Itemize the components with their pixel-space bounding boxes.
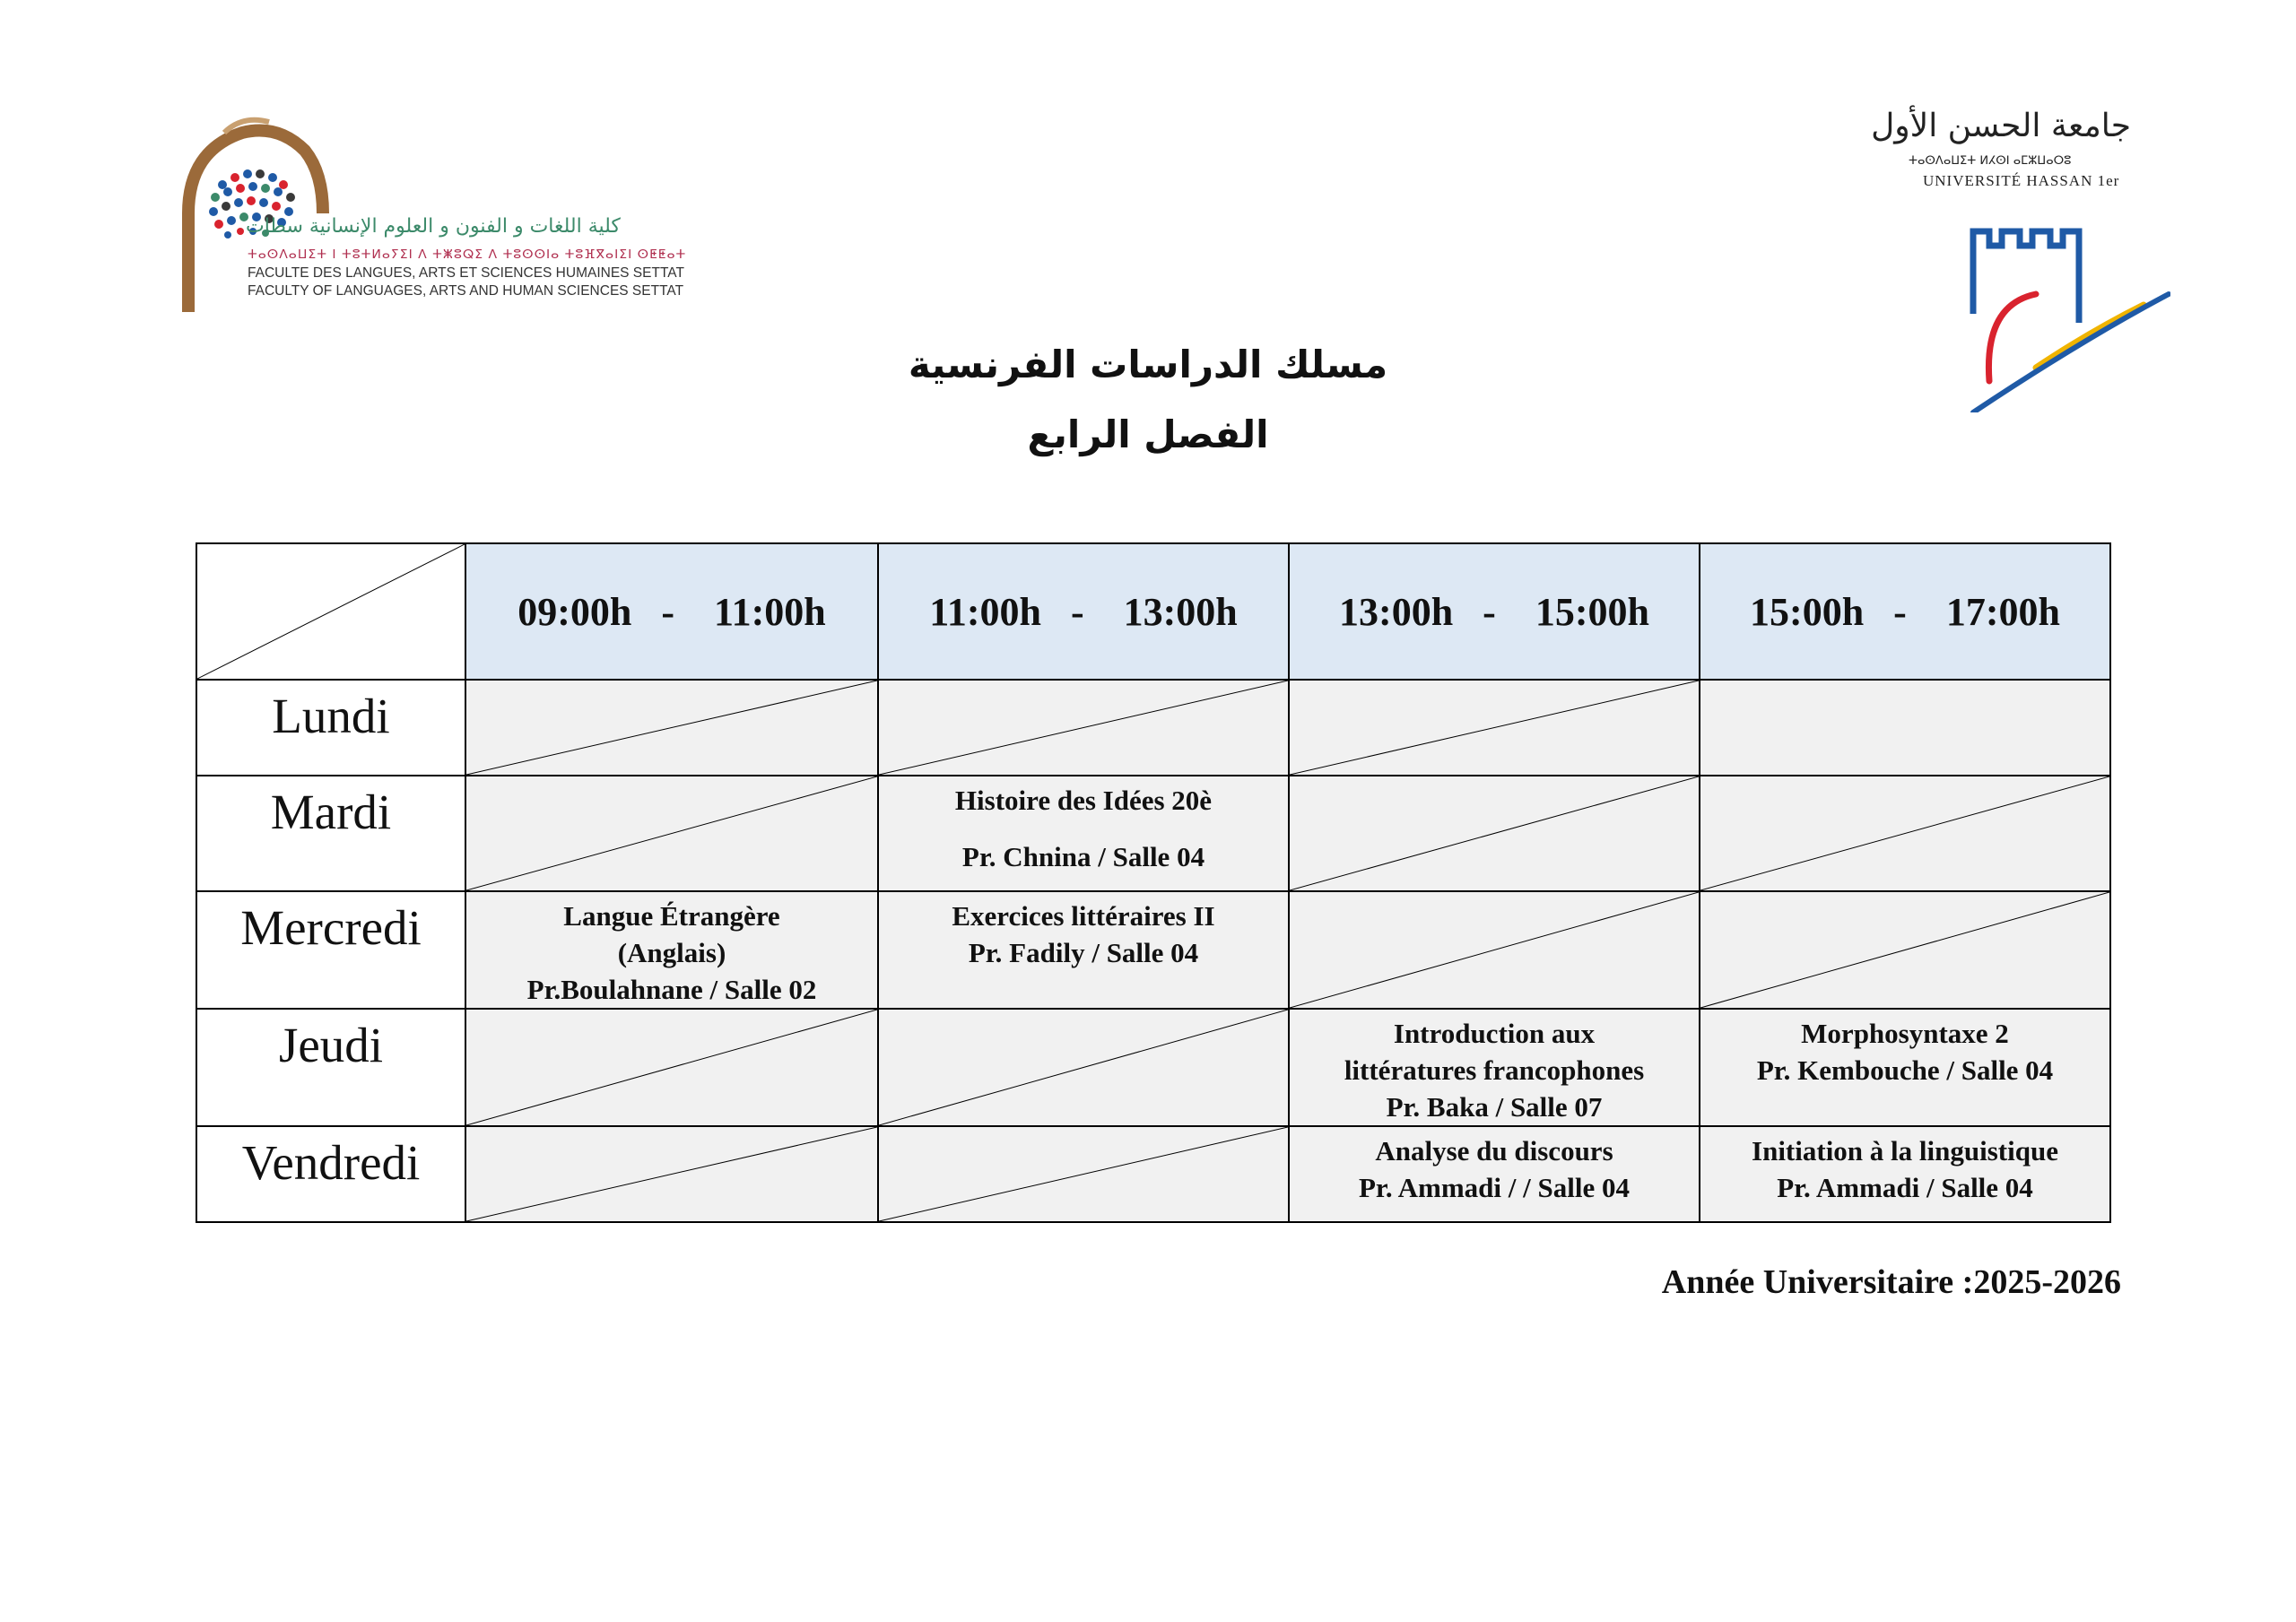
course-name: Langue Étrangère <box>563 900 780 932</box>
course-name: Histoire des Idées 20è <box>954 785 1213 816</box>
course-cell <box>1289 1009 1700 1126</box>
slot-sep: - <box>1483 589 1496 634</box>
course-name: Morphosyntaxe 2 <box>1801 1018 2009 1049</box>
diagonal-line <box>879 1127 1288 1221</box>
day-row-mercredi <box>196 891 2110 1009</box>
day-label: Mardi <box>196 776 465 891</box>
diagonal-line <box>466 1010 877 1125</box>
empty-slot <box>878 1126 1289 1222</box>
slot-end: 15:00h <box>1535 589 1649 634</box>
slot-sep: - <box>1893 589 1907 634</box>
course-cell <box>1700 1009 2110 1126</box>
empty-slot <box>465 1009 878 1126</box>
time-slot-header <box>465 543 878 680</box>
slot-start: 09:00h <box>517 589 632 634</box>
empty-slot <box>465 776 878 891</box>
course-detail: Pr. Ammadi / Salle 04 <box>1777 1172 2033 1203</box>
slot-end: 11:00h <box>714 589 826 634</box>
empty-slot <box>1289 776 1700 891</box>
course-detail: Pr. Chnina / Salle 04 <box>961 841 1205 872</box>
program-title: مسلك الدراسات الفرنسية <box>908 343 1388 386</box>
diagonal-line <box>1290 892 1699 1008</box>
empty-slot <box>1700 891 2110 1009</box>
diagonal-line <box>879 681 1288 775</box>
slot-sep: - <box>661 589 675 634</box>
course-name: Exercices littéraires II <box>952 900 1215 932</box>
diagonal-line <box>1290 776 1699 890</box>
day-label: Mercredi <box>196 891 465 1009</box>
diagonal-line <box>466 681 877 775</box>
course-detail: Pr. Kembouche / Salle 04 <box>1756 1054 2054 1086</box>
diagonal-line <box>879 1010 1288 1125</box>
slot-end: 13:00h <box>1123 589 1238 634</box>
faculty-english-name: FACULTY OF LANGUAGES, ARTS AND HUMAN SCIENCES SETTAT <box>248 283 684 299</box>
diagonal-line <box>197 544 465 679</box>
day-row-vendredi <box>196 1126 2110 1222</box>
day-label: Lundi <box>196 680 465 776</box>
course-name-2: (Anglais) <box>617 937 726 968</box>
course-detail: Pr. Fadily / Salle 04 <box>968 937 1199 968</box>
day-row-lundi <box>196 680 2110 776</box>
day-label: Vendredi <box>196 1126 465 1222</box>
academic-year: Année Universitaire :2025-2026 <box>1661 1263 2121 1301</box>
diagonal-line <box>466 776 877 890</box>
empty-slot <box>878 680 1289 776</box>
course-detail: Pr. Baka / Salle 07 <box>1386 1091 1603 1123</box>
time-slot-header <box>1700 543 2110 680</box>
course-name: Initiation à la linguistique <box>1752 1135 2058 1167</box>
day-row-jeudi <box>196 1009 2110 1126</box>
faculty-french-name: FACULTE DES LANGUES, ARTS ET SCIENCES HUMAINES SETTAT <box>248 265 684 281</box>
course-cell <box>1700 1126 2110 1222</box>
diagonal-line <box>466 1127 877 1221</box>
slot-start: 13:00h <box>1339 589 1454 634</box>
faculty-tifinagh-name: ⵜⴰⵙⴷⴰⵡⵉⵜ ⵏ ⵜⵓⵜⵍⴰⵢⵉⵏ ⴷ ⵜⵥⵓⵕⵉ ⴷ ⵜⵓⵙⵙⵏⴰ ⵜⵓⴼⴳⴰⵏⵉⵏ ⵙⵟⵟⴰⵜ <box>248 247 687 262</box>
empty-slot <box>1700 680 2110 776</box>
faculty-arabic-name: كلية اللغات و الفنون و العلوم الإنسانية سطات <box>246 215 621 238</box>
diagonal-line <box>1700 892 2109 1008</box>
time-header-row <box>196 543 2110 680</box>
empty-slot <box>1700 776 2110 891</box>
empty-slot <box>878 1009 1289 1126</box>
empty-slot <box>465 1126 878 1222</box>
empty-slot <box>1289 680 1700 776</box>
faculty-logo <box>170 115 687 330</box>
course-cell <box>878 891 1289 1009</box>
slot-start: 11:00h <box>929 589 1041 634</box>
course-detail: Pr. Ammadi / / Salle 04 <box>1359 1172 1630 1203</box>
university-arabic-name: جامعة الحسن الأول <box>1871 108 2131 144</box>
course-cell <box>1289 1126 1700 1222</box>
diagonal-line <box>1290 681 1699 775</box>
course-name: Introduction aux <box>1393 1018 1596 1049</box>
course-cell <box>465 891 878 1009</box>
course-detail: Pr.Boulahnane / Salle 02 <box>526 974 817 1005</box>
slot-end: 17:00h <box>1945 589 2060 634</box>
timetable <box>196 542 2111 1223</box>
time-slot-header <box>878 543 1289 680</box>
university-tifinagh-name: ⵜⴰⵙⴷⴰⵡⵉⵜ ⵍⵃⵙⵏ ⴰⵎⵣⵡⴰⵔⵓ <box>1909 154 2072 168</box>
slot-start: 15:00h <box>1750 589 1865 634</box>
course-name: Analyse du discours <box>1375 1135 1613 1167</box>
diagonal-line <box>1700 776 2109 890</box>
empty-slot <box>1289 891 1700 1009</box>
empty-slot <box>465 680 878 776</box>
time-slot-header <box>1289 543 1700 680</box>
semester-title: الفصل الرابع <box>1027 412 1269 456</box>
slot-sep: - <box>1070 589 1084 634</box>
university-french-name: UNIVERSITÉ HASSAN 1er <box>1923 172 2120 189</box>
day-row-mardi <box>196 776 2110 891</box>
course-cell <box>878 776 1289 891</box>
course-name-2: littératures francophones <box>1344 1054 1645 1086</box>
day-label: Jeudi <box>196 1009 465 1126</box>
corner-cell <box>196 543 465 680</box>
